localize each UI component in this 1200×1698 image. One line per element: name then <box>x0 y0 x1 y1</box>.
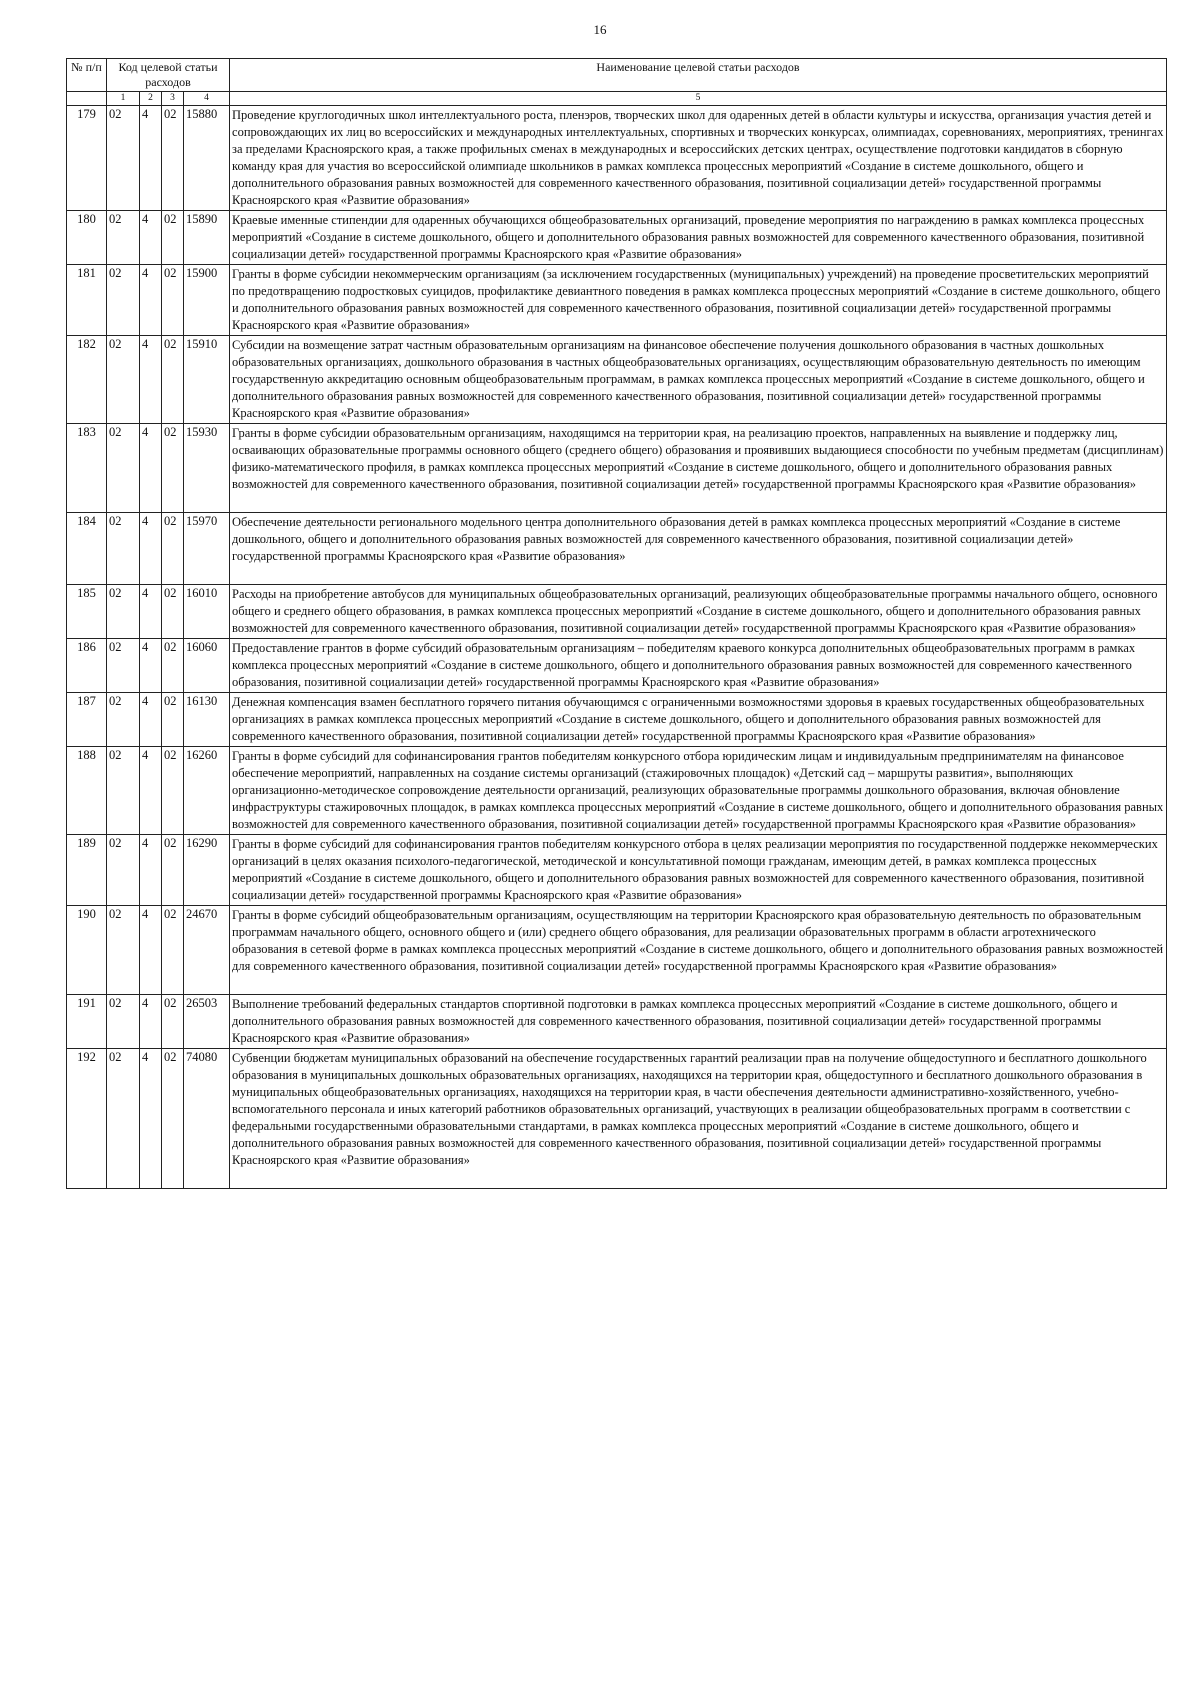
code-part-1 <box>107 513 140 585</box>
code-part-4-text: 16260 <box>186 748 218 762</box>
code-part-2-text: 4 <box>142 907 149 921</box>
row-number <box>67 693 107 747</box>
row-number <box>67 585 107 639</box>
row-description-text: Расходы на приобретение автобусов для муниципальных общеобразовательных организаций, реализующих общеобразовательные программы начального общего, основного общего и среднего общего образования, в рамках комплекса процессных мероприятий «Создание в системе дошкольного, общего и дополнительного образования равных возможностей для современного качественного образования, позитивной социализации детей» государственной программы Красноярского края «Развитие образования» <box>232 587 1158 635</box>
code-part-4 <box>184 106 230 211</box>
code-part-3 <box>162 995 184 1049</box>
code-part-2 <box>140 424 162 513</box>
row-description-text: Краевые именные стипендии для одаренных обучающихся общеобразовательных организаций, проведение мероприятия по награждению в рамках комплекса процессных мероприятий «Создание в системе дошкольного, общего и дополнительного образования равных возможностей для современного качественного образования, позитивной социализации детей» государственной программы Красноярского края «Развитие образования» <box>232 213 1145 261</box>
row-description <box>230 639 1167 693</box>
code-part-1-text: 02 <box>109 212 122 226</box>
row-number-text: 179 <box>77 107 96 121</box>
code-part-3-text: 02 <box>164 996 177 1010</box>
row-number-text: 182 <box>77 337 96 351</box>
code-part-4 <box>184 211 230 265</box>
code-part-1-text: 02 <box>109 514 122 528</box>
code-part-1 <box>107 835 140 906</box>
code-part-1-text: 02 <box>109 694 122 708</box>
code-part-4 <box>184 835 230 906</box>
table-row <box>67 513 1167 585</box>
row-description <box>230 906 1167 995</box>
row-description-text: Денежная компенсация взамен бесплатного горячего питания обучающимся с ограниченными возможностями здоровья в краевых государственных общеобразовательных организациях в рамках комплекса процессных мероприятий «Создание в системе дошкольного, общего и дополнительного образования равных возможностей для современного качественного образования, позитивной социализации детей» государственной программы Красноярского края «Развитие образования» <box>232 695 1145 743</box>
row-number <box>67 906 107 995</box>
code-part-4-text: 16130 <box>186 694 218 708</box>
code-part-3-text: 02 <box>164 1050 177 1064</box>
code-part-2 <box>140 106 162 211</box>
row-number <box>67 336 107 424</box>
code-part-4-text: 74080 <box>186 1050 218 1064</box>
code-part-1 <box>107 265 140 336</box>
table-row <box>67 995 1167 1049</box>
code-part-4 <box>184 585 230 639</box>
header-index-5: 5 <box>230 92 1167 106</box>
code-part-1-text: 02 <box>109 107 122 121</box>
row-number <box>67 835 107 906</box>
row-number <box>67 639 107 693</box>
code-part-3-text: 02 <box>164 107 177 121</box>
row-number <box>67 211 107 265</box>
code-part-4 <box>184 995 230 1049</box>
row-number-text: 188 <box>77 748 96 762</box>
code-part-3 <box>162 265 184 336</box>
row-number <box>67 265 107 336</box>
row-spacer <box>232 1169 1164 1187</box>
row-number-text: 185 <box>77 586 96 600</box>
code-part-2-text: 4 <box>142 514 149 528</box>
code-part-4 <box>184 906 230 995</box>
code-part-3-text: 02 <box>164 586 177 600</box>
code-part-1-text: 02 <box>109 425 122 439</box>
row-number <box>67 1049 107 1189</box>
header-index-2: 2 <box>140 92 162 106</box>
code-part-3-text: 02 <box>164 640 177 654</box>
row-number-text: 191 <box>77 996 96 1010</box>
code-part-4-text: 15880 <box>186 107 218 121</box>
row-number <box>67 424 107 513</box>
row-description-text: Обеспечение деятельности регионального модельного центра дополнительного образования детей в рамках комплекса процессных мероприятий «Создание в системе дошкольного, общего и дополнительного образования равных возможностей для современного качественного образования, позитивной социализации детей» государственной программы Красноярского края «Развитие образования» <box>232 515 1121 563</box>
row-description-text: Гранты в форме субсидии образовательным организациям, находящимся на территории края, на реализацию проектов, направленных на выявление и поддержку лиц, осваивающих образовательные программы основного общего (среднего общего) образования и проявивших выдающиеся способности по учебным предметам (дисциплинам) физико-математического профиля, в рамках комплекса процессных мероприятий «Создание в системе дошкольного, общего и дополнительного образования равных возможностей для современного качественного образования, позитивной социализации детей» государственной программы Красноярского края «Развитие образования» <box>232 426 1164 491</box>
code-part-1 <box>107 585 140 639</box>
table-row <box>67 424 1167 513</box>
code-part-4-text: 16010 <box>186 586 218 600</box>
code-part-3-text: 02 <box>164 748 177 762</box>
code-part-1-text: 02 <box>109 640 122 654</box>
row-description-text: Гранты в форме субсидий для софинансирования грантов победителям конкурсного отбора юридическим лицам и индивидуальным предпринимателям на финансовое обеспечение мероприятий, направленных на создание системы организаций (стажировочных площадок) «Детский сад – маршруты развития», выполняющих организационно-методическое сопровождение деятельности организаций, реализующих образовательные программы дошкольного образования, включая обновление инфраструктуры стажировочных площадок, в рамках комплекса процессных мероприятий «Создание в системе дошкольного, общего и дополнительного образования равных возможностей для современного качественного образования, позитивной социализации детей» государственной программы Красноярского края «Развитие образования» <box>232 749 1164 831</box>
code-part-3 <box>162 693 184 747</box>
code-part-1 <box>107 211 140 265</box>
code-part-2 <box>140 211 162 265</box>
table-row <box>67 639 1167 693</box>
row-number-text: 187 <box>77 694 96 708</box>
row-description-text: Гранты в форме субсидии некоммерческим организациям (за исключением государственных (муниципальных) учреждений) на проведение просветительских мероприятий по предотвращению подростковых суицидов, профилактике девиантного поведения в рамках комплекса процессных мероприятий «Создание в системе дошкольного, общего и дополнительного образования равных возможностей для современного качественного образования, позитивной социализации детей» государственной программы Красноярского края «Развитие образования» <box>232 267 1161 332</box>
code-part-2 <box>140 513 162 585</box>
table-row <box>67 747 1167 835</box>
row-description-text: Гранты в форме субсидий общеобразовательным организациям, осуществляющим на территории Красноярского края образовательную деятельность по образовательным программам начального общего, основного общего и (или) среднего общего образования, для реализации образовательных программ в области агротехнического образования в сетевой форме в рамках комплекса процессных мероприятий «Создание в системе дошкольного, общего и дополнительного образования равных возможностей для современного качественного образования, позитивной социализации детей» государственной программы Красноярского края «Развитие образования» <box>232 908 1164 973</box>
code-part-1 <box>107 106 140 211</box>
table-row <box>67 211 1167 265</box>
code-part-3 <box>162 639 184 693</box>
row-number-text: 190 <box>77 907 96 921</box>
code-part-3 <box>162 1049 184 1189</box>
code-part-2-text: 4 <box>142 996 149 1010</box>
header-number: № п/п <box>67 59 107 92</box>
table-row <box>67 106 1167 211</box>
code-part-3-text: 02 <box>164 514 177 528</box>
code-part-4-text: 15890 <box>186 212 218 226</box>
code-part-2 <box>140 995 162 1049</box>
code-part-2-text: 4 <box>142 212 149 226</box>
code-part-2 <box>140 835 162 906</box>
code-part-4 <box>184 1049 230 1189</box>
code-part-1-text: 02 <box>109 586 122 600</box>
row-spacer <box>232 975 1164 993</box>
header-index-3: 3 <box>162 92 184 106</box>
table-row <box>67 1049 1167 1189</box>
code-part-4-text: 16290 <box>186 836 218 850</box>
code-part-3 <box>162 211 184 265</box>
code-part-1-text: 02 <box>109 1050 122 1064</box>
row-number <box>67 995 107 1049</box>
row-description-text: Выполнение требований федеральных стандартов спортивной подготовки в рамках комплекса процессных мероприятий «Создание в системе дошкольного, общего и дополнительного образования равных возможностей для современного качественного образования, позитивной социализации детей» государственной программы Красноярского края «Развитие образования» <box>232 997 1118 1045</box>
row-number <box>67 106 107 211</box>
code-part-1 <box>107 747 140 835</box>
code-part-1-text: 02 <box>109 907 122 921</box>
code-part-1-text: 02 <box>109 748 122 762</box>
code-part-4-text: 16060 <box>186 640 218 654</box>
row-number-text: 181 <box>77 266 96 280</box>
code-part-1 <box>107 995 140 1049</box>
row-description-text: Субсидии на возмещение затрат частным образовательным организациям на финансовое обеспечение получения дошкольного образования в частных дошкольных образовательных организациях, дошкольного образования в частных общеобразовательных организациях, осуществляющим образовательную деятельность по имеющим государственную аккредитацию основным общеобразовательным программам, в рамках комплекса процессных мероприятий «Создание в системе дошкольного, общего и дополнительного образования равных возможностей для современного качественного образования, позитивной социализации детей» государственной программы Красноярского края «Развитие образования» <box>232 338 1145 420</box>
code-part-3 <box>162 835 184 906</box>
row-number-text: 184 <box>77 514 96 528</box>
row-number <box>67 747 107 835</box>
header-index-4: 4 <box>184 92 230 106</box>
row-description <box>230 513 1167 585</box>
code-part-4 <box>184 513 230 585</box>
code-part-3 <box>162 906 184 995</box>
code-part-3 <box>162 106 184 211</box>
code-part-3 <box>162 585 184 639</box>
code-part-4-text: 26503 <box>186 996 218 1010</box>
code-part-4-text: 15900 <box>186 266 218 280</box>
code-part-3 <box>162 513 184 585</box>
table-row <box>67 265 1167 336</box>
header-index-1: 1 <box>107 92 140 106</box>
code-part-2 <box>140 639 162 693</box>
page-number: 16 <box>593 22 607 37</box>
code-part-4 <box>184 336 230 424</box>
header-index-blank <box>67 92 107 106</box>
code-part-2-text: 4 <box>142 337 149 351</box>
table-row <box>67 835 1167 906</box>
code-part-1 <box>107 693 140 747</box>
code-part-3 <box>162 424 184 513</box>
row-number-text: 192 <box>77 1050 96 1064</box>
table-row <box>67 336 1167 424</box>
code-part-2 <box>140 747 162 835</box>
row-number-text: 186 <box>77 640 96 654</box>
code-part-2 <box>140 906 162 995</box>
header-code-group: Код целевой статьи расходов <box>107 59 230 92</box>
row-description <box>230 265 1167 336</box>
code-part-4-text: 24670 <box>186 907 218 921</box>
row-description-text: Проведение круглогодичных школ интеллектуального роста, пленэров, творческих школ для одаренных детей в области культуры и искусства, организация участия детей и сопровождающих их лиц во всероссийских и международных интеллектуальных, спортивных и творческих конкурсах, олимпиадах, соревнованиях, мероприятиях, тренингах за пределами Красноярского края, а также профильных сменах в международных и всероссийских детских центрах, осуществление подготовки кандидатов в сборную команду края для участия во всероссийской олимпиаде школьников в рамках комплекса процессных мероприятий «Создание в системе дошкольного, общего и дополнительного образования равных возможностей для современного качественного образования, позитивной социализации детей» государственной программы Красноярского края «Развитие образования» <box>232 108 1164 207</box>
code-part-1-text: 02 <box>109 337 122 351</box>
row-spacer <box>232 493 1164 511</box>
row-number-text: 180 <box>77 212 96 226</box>
code-part-2-text: 4 <box>142 1050 149 1064</box>
code-part-2-text: 4 <box>142 266 149 280</box>
code-part-3-text: 02 <box>164 425 177 439</box>
table-row <box>67 585 1167 639</box>
code-part-2 <box>140 265 162 336</box>
code-part-2-text: 4 <box>142 107 149 121</box>
code-part-4 <box>184 424 230 513</box>
code-part-3-text: 02 <box>164 907 177 921</box>
code-part-2-text: 4 <box>142 694 149 708</box>
code-part-4 <box>184 693 230 747</box>
table-body <box>67 106 1167 1189</box>
code-part-3-text: 02 <box>164 836 177 850</box>
row-description <box>230 835 1167 906</box>
code-part-2-text: 4 <box>142 425 149 439</box>
budget-classification-table <box>66 58 1167 1189</box>
row-description-text: Предоставление грантов в форме субсидий образовательным организациям – победителям краевого конкурса дополнительных общеобразовательных программ в рамках комплекса процессных мероприятий «Создание в системе дошкольного, общего и дополнительного образования равных возможностей для современного качественного образования, позитивной социализации детей» государственной программы Красноярского края «Развитие образования» <box>232 641 1136 689</box>
row-description <box>230 747 1167 835</box>
code-part-2 <box>140 1049 162 1189</box>
code-part-4-text: 15930 <box>186 425 218 439</box>
code-part-3-text: 02 <box>164 337 177 351</box>
code-part-3 <box>162 336 184 424</box>
row-description <box>230 424 1167 513</box>
row-description <box>230 995 1167 1049</box>
row-description <box>230 336 1167 424</box>
table-row <box>67 693 1167 747</box>
row-description <box>230 585 1167 639</box>
row-spacer <box>232 565 1164 583</box>
code-part-4 <box>184 639 230 693</box>
table-row <box>67 906 1167 995</box>
row-number <box>67 513 107 585</box>
code-part-1 <box>107 336 140 424</box>
code-part-2 <box>140 693 162 747</box>
row-number-text: 189 <box>77 836 96 850</box>
row-description <box>230 1049 1167 1189</box>
row-number-text: 183 <box>77 425 96 439</box>
row-description <box>230 211 1167 265</box>
code-part-4-text: 15970 <box>186 514 218 528</box>
code-part-1-text: 02 <box>109 266 122 280</box>
row-description <box>230 106 1167 211</box>
code-part-1 <box>107 1049 140 1189</box>
code-part-3-text: 02 <box>164 266 177 280</box>
code-part-3-text: 02 <box>164 694 177 708</box>
code-part-4 <box>184 747 230 835</box>
code-part-2 <box>140 336 162 424</box>
code-part-2 <box>140 585 162 639</box>
row-description-text: Гранты в форме субсидий для софинансирования грантов победителям конкурсного отбора в целях реализации мероприятия по государственной поддержке некоммерческих организаций в целях оказания психолого-педагогической, методической и консультативной помощи гражданам, имеющим детей, в рамках комплекса процессных мероприятий «Создание в системе дошкольного, общего и дополнительного образования равных возможностей для современного качественного образования, позитивной социализации детей» государственной программы Красноярского края «Развитие образования» <box>232 837 1158 902</box>
code-part-1 <box>107 639 140 693</box>
code-part-1-text: 02 <box>109 836 122 850</box>
row-description-text: Субвенции бюджетам муниципальных образований на обеспечение государственных гарантий реализации прав на получение общедоступного и бесплатного дошкольного образования в муниципальных дошкольных образовательных организациях, находящихся на территории края, общедоступного и бесплатного дошкольного образования в муниципальных общеобразовательных организациях, находящихся на территории края, в части обеспечения деятельности административно-хозяйственного, учебно-вспомогательного персонала и иных категорий работников образовательных организаций, участвующих в реализации общеобразовательных программ в соответствии с федеральными государственными образовательными стандартами, в рамках комплекса процессных мероприятий «Создание в системе дошкольного, общего и дополнительного образования равных возможностей для современного качественного образования, позитивной социализации детей» государственной программы Красноярского края «Развитие образования» <box>232 1051 1147 1167</box>
code-part-2-text: 4 <box>142 586 149 600</box>
header-name: Наименование целевой статьи расходов <box>230 59 1167 92</box>
code-part-1 <box>107 424 140 513</box>
code-part-4 <box>184 265 230 336</box>
code-part-2-text: 4 <box>142 836 149 850</box>
code-part-1-text: 02 <box>109 996 122 1010</box>
code-part-3-text: 02 <box>164 212 177 226</box>
code-part-2-text: 4 <box>142 748 149 762</box>
code-part-3 <box>162 747 184 835</box>
row-description <box>230 693 1167 747</box>
code-part-1 <box>107 906 140 995</box>
header-index-row <box>67 92 1167 106</box>
code-part-4-text: 15910 <box>186 337 218 351</box>
code-part-2-text: 4 <box>142 640 149 654</box>
